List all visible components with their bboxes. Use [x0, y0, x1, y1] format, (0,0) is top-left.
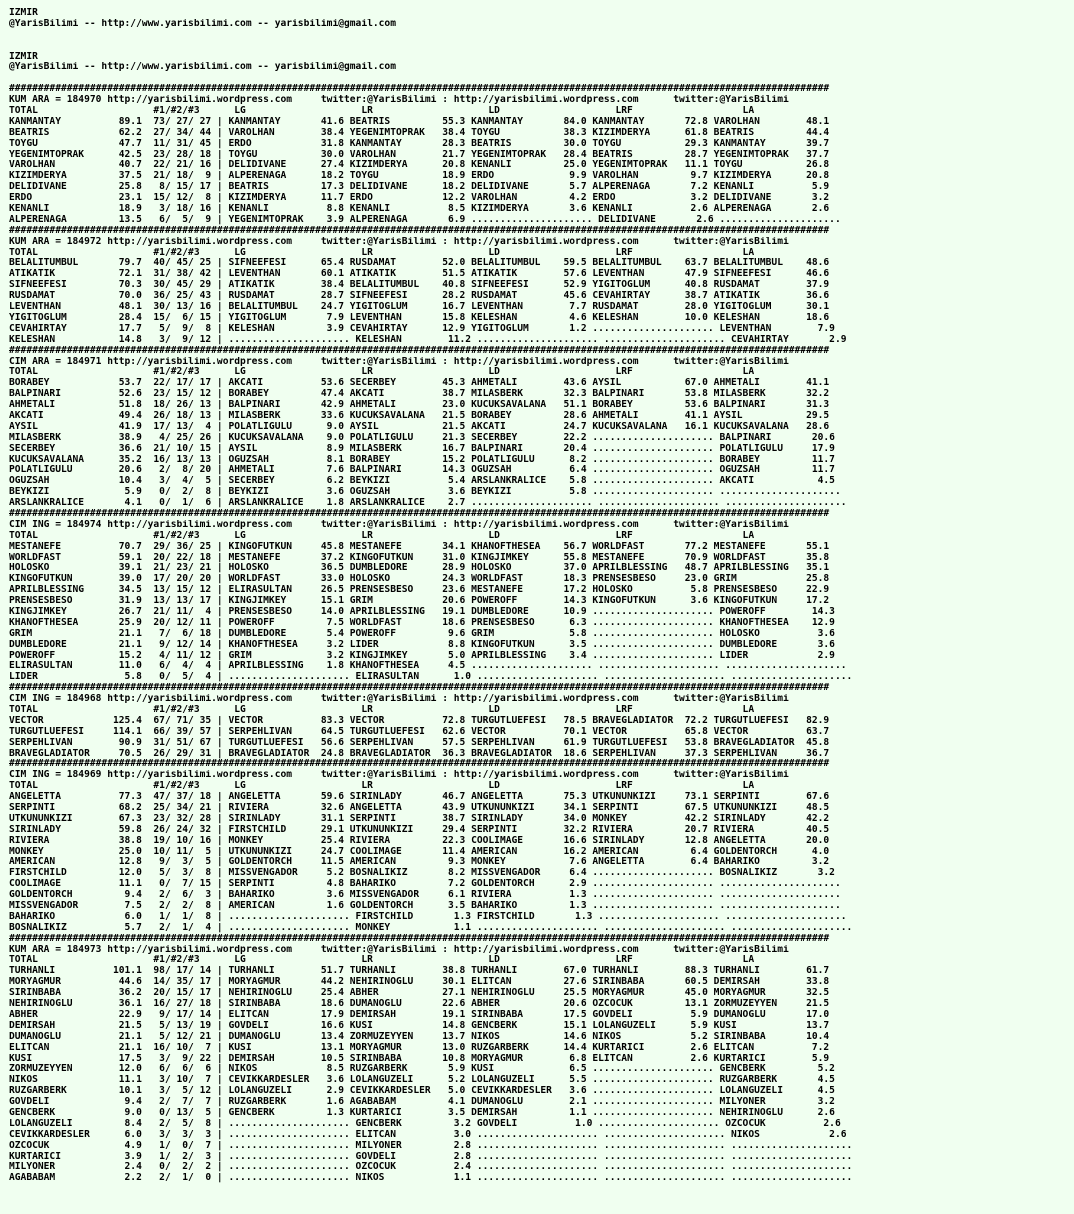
horse-row: ERDO 23.1 15/ 12/ 8 | KIZIMDERYA 11.7 ERDO 12.2 VAROLHAN 4.2 ERDO 3.2 DELIDIVANE 3.2 — [9, 193, 830, 204]
horse-row: PRENSESBESO 31.9 13/ 13/ 17 | KINGJIMKEY 15.1 GRIM 20.6 POWEROFF 14.3 KINGOFUTKUN 3.6 KINGOFUTKUN 17.2 — [9, 596, 830, 607]
horse-row: ALPERENAGA 13.5 6/ 5/ 9 | YEGENIMTOPRAK 3.9 ALPERENAGA 6.9 ..................... DELIDIVANE 2.6 ..................... — [9, 214, 841, 225]
race-title: CIM ING = 184968 http://yarisbilimi.wordpress.com twitter:@YarisBilimi : http://yarisbilimi.wordpress.com twitter:@YarisBilimi — [9, 694, 789, 705]
city-title: IZMIR — [9, 8, 38, 18]
horse-row: KHANOFTHESEA 25.9 20/ 12/ 11 | POWEROFF 7.5 WORLDFAST 18.6 PRENSESBESO 6.3 ..................... KHANOFTHESEA 12.9 — [9, 617, 835, 628]
horse-row: KUSI 17.5 3/ 9/ 22 | DEMIRSAH 10.5 SIRINBABA 10.8 MORYAGMUR 6.8 ELITCAN 2.6 KURTARICI 5.9 — [9, 1053, 830, 1064]
horse-row: LIDER 5.8 0/ 5/ 4 | ..................... ELIRASULTAN 1.0 ..................... ..................... ..................... — [9, 672, 853, 683]
contact-line: @YarisBilimi -- http://www.yarisbilimi.com -- yarisbilimi@gmail.com — [9, 62, 396, 73]
horse-row: MESTANEFE 70.7 29/ 36/ 25 | KINGOFUTKUN 45.8 MESTANEFE 34.1 KHANOFTHESEA 56.7 WORLDFAST 77.2 MESTANEFE 55.1 — [9, 541, 830, 552]
section-divider: ############################################################################################################################################## — [9, 683, 830, 694]
horse-row: TURHANLI 101.1 98/ 17/ 14 | TURHANLI 51.7 TURHANLI 38.8 TURHANLI 67.0 TURHANLI 88.3 TURHANLI 61.7 — [9, 966, 830, 977]
column-header: TOTAL #1/#2/#3 LG LR LD LRF LA — [9, 705, 755, 715]
horse-row: ABHER 22.9 9/ 17/ 14 | ELITCAN 17.9 DEMIRSAH 19.1 SIRINBABA 17.5 GOVDELI 5.9 DUMANOGLU 17.0 — [9, 1009, 830, 1020]
horse-row: GENCBERK 9.0 0/ 13/ 5 | GENCBERK 1.3 KURTARICI 3.5 DEMIRSAH 1.1 ..................... NEHIRINOGLU 2.6 — [9, 1107, 835, 1118]
horse-row: BALPINARI 52.6 23/ 15/ 12 | BORABEY 47.4 AKCATI 38.7 MILASBERK 32.3 BALPINARI 53.8 MILASBERK 32.2 — [9, 389, 830, 400]
column-header: TOTAL #1/#2/#3 LG LR LD LRF LA — [9, 247, 755, 258]
horse-row: NEHIRINOGLU 36.1 16/ 27/ 18 | SIRINBABA 18.6 DUMANOGLU 22.6 ABHER 20.6 OZCOCUK 13.1 ZORMUZEYYEN 21.5 — [9, 999, 830, 1010]
horse-row: KINGOFUTKUN 39.0 17/ 20/ 20 | WORLDFAST 33.0 HOLOSKO 24.3 WORLDFAST 18.3 PRENSESBESO 23.0 GRIM 25.8 — [9, 574, 830, 585]
horse-row: POWEROFF 15.2 4/ 11/ 12 | GRIM 3.2 KINGJIMKEY 5.0 APRILBLESSING 3.4 ..................... LIDER 2.9 — [9, 650, 835, 661]
horse-row: KIZIMDERYA 37.5 21/ 18/ 9 | ALPERENAGA 18.2 TOYGU 18.9 ERDO 9.9 VAROLHAN 9.7 KIZIMDERYA 20.8 — [9, 171, 830, 182]
horse-row: AHMETALI 51.8 18/ 26/ 13 | BALPINARI 42.9 AHMETALI 23.0 KUCUKSAVALANA 51.1 BORABEY 53.6 BALPINARI 31.3 — [9, 400, 830, 411]
section-divider: ############################################################################################################################################## — [9, 508, 830, 519]
race-title: CIM ING = 184974 http://yarisbilimi.wordpress.com twitter:@YarisBilimi : http://yarisbilimi.wordpress.com twitter:@YarisBilimi — [9, 519, 789, 530]
header-line — [9, 73, 1074, 84]
horse-row: SERPINTI 68.2 25/ 34/ 21 | RIVIERA 32.6 ANGELETTA 43.9 UTKUNUNKIZI 34.1 SERPINTI 67.5 UTKUNUNKIZI 48.5 — [9, 803, 830, 814]
horse-row: LOLANGUZELI 8.4 2/ 5/ 8 | ..................... GENCBERK 3.2 GOVDELI 1.0 ..................... OZCOCUK 2.6 — [9, 1118, 841, 1129]
horse-row: AYSIL 41.9 17/ 13/ 4 | POLATLIGULU 9.0 AYSIL 21.5 AKCATI 24.7 KUCUKSAVALANA 16.1 KUCUKSAVALANA 28.6 — [9, 421, 830, 432]
horse-row: DUMANOGLU 21.1 5/ 12/ 21 | DUMANOGLU 13.4 ZORMUZEYYEN 13.7 NIKOS 14.6 NIKOS 5.2 SIRINBABA 10.4 — [9, 1031, 830, 1042]
horse-row: TOYGU 47.7 11/ 31/ 45 | ERDO 31.8 KANMANTAY 28.3 BEATRIS 30.0 TOYGU 29.3 KANMANTAY 39.7 — [9, 138, 830, 149]
horse-row: ELIRASULTAN 11.0 6/ 4/ 4 | APRILBLESSING 1.8 KHANOFTHESEA 4.5 ..................... ..................... ..................... — [9, 661, 847, 672]
horse-row: AMERICAN 12.8 9/ 3/ 5 | GOLDENTORCH 11.5 AMERICAN 9.3 MONKEY 7.6 ANGELETTA 6.4 BAHARIKO 3.2 — [9, 857, 830, 868]
horse-row: COOLIMAGE 11.1 0/ 7/ 15 | SERPINTI 4.8 BAHARIKO 7.2 GOLDENTORCH 2.9 ..................... ..................... — [9, 879, 841, 890]
horse-row: KELESHAN 14.8 3/ 9/ 12 | ..................... KELESHAN 11.2 ..................... ..................... CEVAHIRTAY 2.9 — [9, 334, 847, 345]
horse-row: MILASBERK 38.9 4/ 25/ 26 | KUCUKSAVALANA 9.0 POLATLIGULU 21.3 SECERBEY 22.2 ..................... BALPINARI 20.6 — [9, 432, 835, 443]
column-header: TOTAL #1/#2/#3 LG LR LD LRF LA — [9, 106, 755, 117]
horse-row: BEATRIS 62.2 27/ 34/ 44 | VAROLHAN 38.4 YEGENIMTOPRAK 38.4 TOYGU 38.3 KIZIMDERYA 61.8 BEATRIS 44.4 — [9, 127, 830, 138]
horse-row: ELITCAN 21.1 16/ 10/ 7 | KUSI 13.1 MORYAGMUR 13.0 RUZGARBERK 14.4 KURTARICI 2.6 ELITCAN 7.2 — [9, 1042, 830, 1053]
horse-row: VAROLHAN 40.7 22/ 21/ 16 | DELIDIVANE 27.4 KIZIMDERYA 20.8 KENANLI 25.0 YEGENIMTOPRAK 11.1 TOYGU 26.8 — [9, 160, 830, 171]
horse-row: KUCUKSAVALANA 35.2 16/ 13/ 13 | OGUZSAH 8.1 BORABEY 15.2 POLATLIGULU 8.2 ..................... BORABEY 11.7 — [9, 454, 835, 465]
column-header: TOTAL #1/#2/#3 LG LR LD LRF LA — [9, 955, 755, 966]
horse-row: CEVAHIRTAY 17.7 5/ 9/ 8 | KELESHAN 3.9 CEVAHIRTAY 12.9 YIGITOGLUM 1.2 ..................... LEVENTHAN 7.9 — [9, 323, 835, 334]
horse-row: KURTARICI 3.9 1/ 2/ 3 | ..................... GOVDELI 2.8 ..................... ..................... ..................... — [9, 1151, 853, 1162]
report-header — [9, 8, 1074, 84]
horse-row: MORYAGMUR 44.6 14/ 35/ 17 | MORYAGMUR 44.2 NEHIRINOGLU 30.1 ELITCAN 27.6 SIRINBABA 60.5 DEMIRSAH 33.8 — [9, 977, 830, 988]
horse-row: KANMANTAY 89.1 73/ 27/ 27 | KANMANTAY 41.6 BEATRIS 55.3 KANMANTAY 84.0 KANMANTAY 72.8 VAROLHAN 48.1 — [9, 116, 830, 127]
horse-row: FIRSTCHILD 12.0 5/ 3/ 8 | MISSVENGADOR 5.2 BOSNALIKIZ 8.2 MISSVENGADOR 6.4 ..................... BOSNALIKIZ 3.2 — [9, 868, 835, 879]
horse-row: GRIM 21.1 7/ 6/ 18 | DUMBLEDORE 5.4 POWEROFF 9.6 GRIM 5.8 ..................... HOLOSKO 3.6 — [9, 628, 835, 639]
horse-row: BORABEY 53.7 22/ 17/ 17 | AKCATI 53.6 SECERBEY 45.3 AHMETALI 43.6 AYSIL 67.0 AHMETALI 41.1 — [9, 378, 830, 389]
race-title: CIM ING = 184969 http://yarisbilimi.wordpress.com twitter:@YarisBilimi : http://yarisbilimi.wordpress.com twitter:@YarisBilimi — [9, 770, 789, 781]
horse-row: CEVIKKARDESLER 6.0 3/ 3/ 3 | ..................... ELITCAN 3.0 ..................... ..................... NIKOS 2.6 — [9, 1129, 847, 1140]
horse-row: ANGELETTA 77.3 47/ 37/ 18 | ANGELETTA 59.6 SIRINLADY 46.7 ANGELETTA 75.3 UTKUNUNKIZI 73.1 SERPINTI 67.6 — [9, 792, 830, 803]
header-line — [9, 30, 1074, 41]
horse-row: YIGITOGLUM 28.4 15/ 6/ 15 | YIGITOGLUM 7.9 LEVENTHAN 15.8 KELESHAN 4.6 KELESHAN 10.0 KELESHAN 18.6 — [9, 312, 830, 323]
horse-row: DELIDIVANE 25.8 8/ 15/ 17 | BEATRIS 17.3 DELIDIVANE 18.2 DELIDIVANE 5.7 ALPERENAGA 7.2 KENANLI 5.9 — [9, 182, 830, 193]
column-header: TOTAL #1/#2/#3 LG LR LD LRF LA — [9, 781, 755, 792]
contact-line: @YarisBilimi -- http://www.yarisbilimi.com -- yarisbilimi@gmail.com — [9, 18, 396, 29]
horse-row: VECTOR 125.4 67/ 71/ 35 | VECTOR 83.3 VECTOR 72.8 TURGUTLUEFESI 78.5 BRAVEGLADIATOR 72.2 TURGUTLUEFESI 82.9 — [9, 715, 830, 726]
horse-row: AGABABAM 2.2 2/ 1/ 0 | ..................... NIKOS 1.1 ..................... ..................... ..................... — [9, 1173, 853, 1184]
horse-row: OGUZSAH 10.4 3/ 4/ 5 | SECERBEY 6.2 BEYKIZI 5.4 ARSLANKRALICE 5.8 ..................... AKCATI 4.5 — [9, 476, 835, 487]
horse-row: SIFNEEFESI 70.3 30/ 45/ 29 | ATIKATIK 38.4 BELALITUMBUL 40.8 SIFNEEFESI 52.9 YIGITOGLUM 40.8 RUSDAMAT 37.9 — [9, 280, 830, 291]
horse-row: MISSVENGADOR 7.5 2/ 2/ 8 | AMERICAN 1.6 GOLDENTORCH 3.5 BAHARIKO 1.3 ..................... ..................... — [9, 901, 841, 912]
race-title: KUM ARA = 184972 http://yarisbilimi.wordpress.com twitter:@YarisBilimi : http://yarisbilimi.wordpress.com twitter:@YarisBilimi — [9, 236, 789, 247]
horse-row: LEVENTHAN 48.1 30/ 13/ 16 | BELALITUMBUL 24.7 YIGITOGLUM 16.7 LEVENTHAN 7.7 RUSDAMAT 28.0 YIGITOGLUM 30.1 — [9, 302, 830, 313]
section-divider: ############################################################################################################################################## — [9, 84, 830, 95]
horse-row: RIVIERA 38.8 19/ 10/ 16 | MONKEY 25.4 RIVIERA 22.3 COOLIMAGE 16.6 SIRINLADY 12.8 ANGELETTA 20.0 — [9, 835, 830, 846]
race-title: CIM ARA = 184971 http://yarisbilimi.wordpress.com twitter:@YarisBilimi : http://yarisbilimi.wordpress.com twitter:@YarisBilimi — [9, 356, 789, 367]
horse-row: SIRINBABA 36.2 20/ 15/ 17 | NEHIRINOGLU 25.4 ABHER 27.1 NEHIRINOGLU 25.5 MORYAGMUR 45.0 MORYAGMUR 32.5 — [9, 988, 830, 999]
horse-row: BAHARIKO 6.0 1/ 1/ 8 | ..................... FIRSTCHILD 1.3 FIRSTCHILD 1.3 ..................... ..................... — [9, 911, 847, 922]
horse-row: ZORMUZEYYEN 12.0 6/ 6/ 6 | NIKOS 8.5 RUZGARBERK 5.9 KUSI 6.5 ..................... GENCBERK 5.2 — [9, 1064, 835, 1075]
horse-row: BOSNALIKIZ 5.7 2/ 1/ 4 | ..................... MONKEY 1.1 ..................... ..................... ..................... — [9, 922, 853, 933]
section-divider: ############################################################################################################################################## — [9, 933, 830, 944]
section-divider: ############################################################################################################################################## — [9, 345, 830, 356]
section-divider: ############################################################################################################################################## — [9, 225, 830, 236]
horse-row: DUMBLEDORE 21.1 9/ 12/ 14 | KHANOFTHESEA 3.2 LIDER 8.8 KINGOFUTKUN 3.5 ..................... DUMBLEDORE 3.6 — [9, 639, 835, 650]
horse-row: WORLDFAST 59.1 20/ 22/ 18 | MESTANEFE 37.2 KINGOFUTKUN 31.0 KINGJIMKEY 55.8 MESTANEFE 70.9 WORLDFAST 35.8 — [9, 552, 830, 563]
race-title: KUM ARA = 184970 http://yarisbilimi.wordpress.com twitter:@YarisBilimi : http://yarisbilimi.wordpress.com twitter:@YarisBilimi — [9, 95, 789, 106]
horse-row: GOLDENTORCH 9.4 2/ 6/ 3 | BAHARIKO 3.6 MISSVENGADOR 6.1 RIVIERA 1.3 ..................... ..................... — [9, 890, 841, 901]
column-header: TOTAL #1/#2/#3 LG LR LD LRF LA — [9, 530, 755, 541]
horse-row: YEGENIMTOPRAK 42.5 23/ 28/ 18 | TOYGU 30.0 VAROLHAN 21.7 YEGENIMTOPRAK 28.4 BEATRIS 28.7 YEGENIMTOPRAK 37.7 — [9, 149, 830, 160]
horse-row: APRILBLESSING 34.5 13/ 15/ 12 | ELIRASULTAN 26.5 PRENSESBESO 23.6 MESTANEFE 17.2 HOLOSKO 5.8 PRENSESBESO 22.9 — [9, 585, 830, 596]
horse-row: TURGUTLUEFESI 114.1 66/ 39/ 57 | SERPEHLIVAN 64.5 TURGUTLUEFESI 62.6 VECTOR 70.1 VECTOR 65.8 VECTOR 63.7 — [9, 726, 830, 737]
column-header: TOTAL #1/#2/#3 LG LR LD LRF LA — [9, 367, 755, 378]
horse-row: MILYONER 2.4 0/ 2/ 2 | ..................... OZCOCUK 2.4 ..................... ..................... ..................... — [9, 1162, 853, 1173]
horse-row: NIKOS 11.1 3/ 10/ 7 | CEVIKKARDESLER 3.6 LOLANGUZELI 5.2 LOLANGUZELI 5.5 ..................... RUZGARBERK 4.5 — [9, 1075, 835, 1086]
horse-row: MONKEY 25.0 10/ 11/ 5 | UTKUNUNKIZI 24.7 COOLIMAGE 11.4 AMERICAN 16.2 AMERICAN 6.4 GOLDENTORCH 4.0 — [9, 846, 830, 857]
horse-row: BRAVEGLADIATOR 70.5 26/ 29/ 31 | BRAVEGLADIATOR 24.8 BRAVEGLADIATOR 36.3 BRAVEGLADIATOR 18.6 SERPEHLIVAN 37.3 SERPEHLIVAN 36.7 — [9, 748, 830, 759]
horse-row: OZCOCUK 4.9 1/ 0/ 7 | ..................... MILYONER 2.8 ..................... ..................... ..................... — [9, 1140, 853, 1151]
horse-row: SIRINLADY 59.8 26/ 24/ 32 | FIRSTCHILD 29.1 UTKUNUNKIZI 29.4 SERPINTI 32.2 RIVIERA 20.7 RIVIERA 40.5 — [9, 824, 830, 835]
horse-row: AKCATI 49.4 26/ 18/ 13 | MILASBERK 33.6 KUCUKSAVALANA 21.5 BORABEY 28.6 AHMETALI 41.1 AYSIL 29.5 — [9, 410, 830, 421]
horse-row: BELALITUMBUL 79.7 40/ 45/ 25 | SIFNEEFESI 65.4 RUSDAMAT 52.0 BELALITUMBUL 59.5 BELALITUMBUL 63.7 BELALITUMBUL 48.6 — [9, 258, 830, 269]
horse-row: HOLOSKO 39.1 21/ 23/ 21 | HOLOSKO 36.5 DUMBLEDORE 28.9 HOLOSKO 37.0 APRILBLESSING 48.7 APRILBLESSING 35.1 — [9, 563, 830, 574]
horse-row: GOVDELI 9.4 2/ 7/ 7 | RUZGARBERK 1.6 AGABABAM 4.1 DUMANOGLU 2.1 ..................... MILYONER 3.2 — [9, 1097, 835, 1108]
section-divider: ############################################################################################################################################## — [9, 759, 830, 770]
city-title: IZMIR — [9, 51, 38, 62]
header-line — [9, 41, 1074, 52]
horse-row: UTKUNUNKIZI 67.3 23/ 32/ 28 | SIRINLADY 31.1 SERPINTI 38.7 SIRINLADY 34.0 MONKEY 42.2 SIRINLADY 42.2 — [9, 813, 830, 824]
horse-row: POLATLIGULU 20.6 2/ 8/ 20 | AHMETALI 7.6 BALPINARI 14.3 OGUZSAH 6.4 ..................... OGUZSAH 11.7 — [9, 465, 835, 476]
horse-row: KENANLI 18.9 3/ 18/ 16 | KENANLI 8.8 KENANLI 8.5 KIZIMDERYA 3.6 KENANLI 2.6 ALPERENAGA 2.6 — [9, 204, 830, 215]
race-title: KUM ARA = 184973 http://yarisbilimi.wordpress.com twitter:@YarisBilimi : http://yarisbilimi.wordpress.com twitter:@YarisBilimi — [9, 944, 789, 955]
horse-row: RUSDAMAT 70.0 36/ 25/ 43 | RUSDAMAT 28.7 SIFNEEFESI 28.2 RUSDAMAT 45.6 CEVAHIRTAY 38.7 ATIKATIK 36.6 — [9, 291, 830, 302]
horse-row: BEYKIZI 5.9 0/ 2/ 8 | BEYKIZI 3.6 OGUZSAH 3.6 BEYKIZI 5.8 ..................... ..................... — [9, 487, 841, 498]
horse-row: ATIKATIK 72.1 31/ 38/ 42 | LEVENTHAN 60.1 ATIKATIK 51.5 ATIKATIK 57.6 LEVENTHAN 47.9 SIFNEEFESI 46.6 — [9, 269, 830, 280]
race-report — [9, 84, 1074, 1184]
horse-row: SERPEHLIVAN 90.9 31/ 51/ 67 | TURGUTLUEFESI 56.6 SERPEHLIVAN 57.5 SERPEHLIVAN 61.9 TURGUTLUEFESI 53.8 BRAVEGLADIATOR 45.8 — [9, 737, 830, 748]
horse-row: KINGJIMKEY 26.7 21/ 11/ 4 | PRENSESBESO 14.0 APRILBLESSING 19.1 DUMBLEDORE 10.9 ..................... POWEROFF 14.3 — [9, 606, 835, 617]
horse-row: ARSLANKRALICE 4.1 0/ 1/ 6 | ARSLANKRALICE 1.8 ARSLANKRALICE 2.7 ..................... ..................... ..................... — [9, 498, 847, 509]
horse-row: DEMIRSAH 21.5 5/ 13/ 19 | GOVDELI 16.6 KUSI 14.8 GENCBERK 15.1 LOLANGUZELI 5.9 KUSI 13.7 — [9, 1020, 830, 1031]
horse-row: RUZGARBERK 10.1 3/ 5/ 12 | LOLANGUZELI 2.9 CEVIKKARDESLER 5.0 CEVIKKARDESLER 3.6 ..................... LOLANGUZELI 4.5 — [9, 1086, 835, 1097]
horse-row: SECERBEY 36.6 21/ 10/ 15 | AYSIL 8.9 MILASBERK 16.7 BALPINARI 20.4 ..................... POLATLIGULU 17.9 — [9, 443, 835, 454]
